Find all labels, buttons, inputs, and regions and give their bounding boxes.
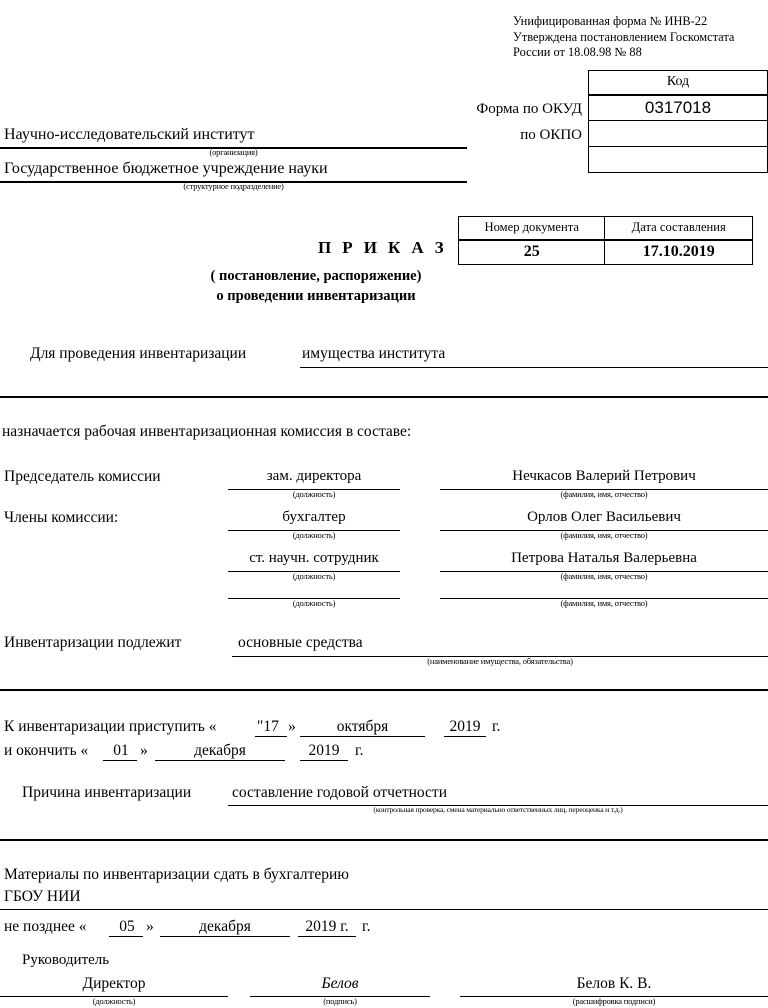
commission-position-hint-1: (должность) xyxy=(292,489,336,499)
commission-position-hint-2: (должность) xyxy=(292,530,336,540)
form-header-note xyxy=(513,14,734,61)
order-date-header: Дата составления xyxy=(605,217,753,240)
deadline-year-rule xyxy=(298,936,356,937)
deadline-month[interactable]: декабря xyxy=(199,918,251,935)
organization-name-hint: (организация) xyxy=(209,147,258,157)
okpo-code-value[interactable] xyxy=(589,121,768,147)
end-quote-close: » xyxy=(140,742,148,759)
deadline-year[interactable]: 2019 г. xyxy=(305,918,349,935)
end-day-rule xyxy=(103,760,137,761)
subject-hint: (наименование имущества, обязательства) xyxy=(427,656,573,666)
members-label: Члены комиссии: xyxy=(4,509,119,526)
deadline-suffix: г. xyxy=(362,918,371,935)
deadline-day-rule xyxy=(109,936,143,937)
signature-hint: (подпись) xyxy=(323,996,357,1006)
purpose-label: Для проведения инвентаризации xyxy=(30,345,247,362)
commission-position-hint-4: (должность) xyxy=(292,598,336,608)
commission-name-hint-1: (фамилия, имя, отчество) xyxy=(560,489,648,499)
purpose-rule xyxy=(300,367,768,368)
reason-value[interactable]: составление годовой отчетности xyxy=(232,784,448,801)
order-subtitle-2: о проведении инвентаризации xyxy=(216,288,416,304)
okud-label: Форма по ОКУД xyxy=(476,101,582,117)
section-divider-1 xyxy=(0,396,768,398)
start-date-suffix: г. xyxy=(492,718,501,735)
okud-code-value[interactable]: 0317018 xyxy=(589,95,768,121)
form-header-line-1: Унифицированная форма № ИНВ-22 xyxy=(513,14,708,28)
start-day-rule xyxy=(255,736,287,737)
commission-position-2[interactable]: бухгалтер xyxy=(282,509,346,525)
order-date-value[interactable]: 17.10.2019 xyxy=(605,240,753,265)
chairman-label: Председатель комиссии xyxy=(4,468,161,485)
section-divider-3 xyxy=(0,839,768,841)
start-date-month[interactable]: октября xyxy=(336,718,389,735)
subject-label: Инвентаризации подлежит xyxy=(4,634,182,651)
form-header-line-2: Утверждена постановлением Госкомстата xyxy=(513,29,735,44)
okpo-label: по ОКПО xyxy=(520,127,582,143)
deadline-month-rule xyxy=(160,936,290,937)
extra-code-value[interactable] xyxy=(589,147,768,173)
signature-role-label: Руководитель xyxy=(22,952,110,968)
signature-position-hint: (должность) xyxy=(92,996,136,1006)
end-year-rule xyxy=(300,760,348,761)
deadline-label: не позднее « xyxy=(4,918,87,935)
end-date-month[interactable]: декабря xyxy=(194,742,246,759)
commission-name-hint-2: (фамилия, имя, отчество) xyxy=(560,530,648,540)
organization-name[interactable]: Научно-исследовательский институт xyxy=(4,126,255,143)
start-year-rule xyxy=(444,736,486,737)
commission-name-hint-4: (фамилия, имя, отчество) xyxy=(560,598,648,608)
start-date-label: К инвентаризации приступить « xyxy=(4,718,217,735)
start-month-rule xyxy=(300,736,425,737)
signature-transcript-hint: (расшифровка подписи) xyxy=(572,996,656,1006)
start-quote-close: » xyxy=(288,718,296,735)
reason-hint: (контрольная проверка, смена материально ответственных лиц, переоценка и т.д.) xyxy=(373,805,623,814)
order-number-value[interactable]: 25 xyxy=(459,240,605,265)
signature-transcript[interactable]: Белов К. В. xyxy=(576,975,652,992)
materials-line-2[interactable]: ГБОУ НИИ xyxy=(4,888,81,905)
signature-value[interactable]: Белов xyxy=(321,975,359,992)
order-subtitle-1: ( постановление, распоряжение) xyxy=(210,268,422,284)
commission-name-hint-3: (фамилия, имя, отчество) xyxy=(560,571,648,581)
commission-position-1[interactable]: зам. директора xyxy=(266,468,362,484)
reason-label: Причина инвентаризации xyxy=(22,784,192,801)
commission-name-3[interactable]: Петрова Наталья Валерьевна xyxy=(511,550,697,566)
end-date-label: и окончить « xyxy=(4,742,89,759)
order-title: П Р И К А З xyxy=(318,238,448,257)
end-date-suffix: г. xyxy=(355,742,364,759)
form-header-line-3: России от 18.08.98 № 88 xyxy=(513,45,642,60)
deadline-quote-close: » xyxy=(146,918,154,935)
end-date-day[interactable]: 01 xyxy=(113,742,129,759)
order-number-header: Номер документа xyxy=(459,217,605,240)
commission-intro: назначается рабочая инвентаризационная комиссия в составе: xyxy=(2,423,412,440)
commission-name-2[interactable]: Орлов Олег Васильевич xyxy=(527,509,681,525)
deadline-day[interactable]: 05 xyxy=(119,918,135,935)
subject-value[interactable]: основные средства xyxy=(238,634,363,651)
materials-line-1: Материалы по инвентаризации сдать в бухгалтерию xyxy=(4,866,349,883)
start-date-year[interactable]: 2019 xyxy=(449,718,481,735)
purpose-value[interactable]: имущества института xyxy=(302,345,446,362)
start-date-day[interactable]: "17 xyxy=(257,718,279,735)
end-month-rule xyxy=(155,760,285,761)
materials-rule xyxy=(0,909,768,910)
section-divider-2 xyxy=(0,689,768,691)
commission-name-1[interactable]: Нечкасов Валерий Петрович xyxy=(512,468,696,484)
order-meta-table xyxy=(458,216,753,265)
code-table xyxy=(588,70,768,173)
commission-position-hint-3: (должность) xyxy=(292,571,336,581)
organization-department-hint: (структурное подразделение) xyxy=(183,181,284,191)
code-table-header: Код xyxy=(589,71,768,95)
signature-position[interactable]: Директор xyxy=(82,975,146,992)
organization-department[interactable]: Государственное бюджетное учреждение науки xyxy=(4,160,328,177)
commission-position-3[interactable]: ст. научн. сотрудник xyxy=(249,550,379,566)
end-date-year[interactable]: 2019 xyxy=(308,742,340,759)
